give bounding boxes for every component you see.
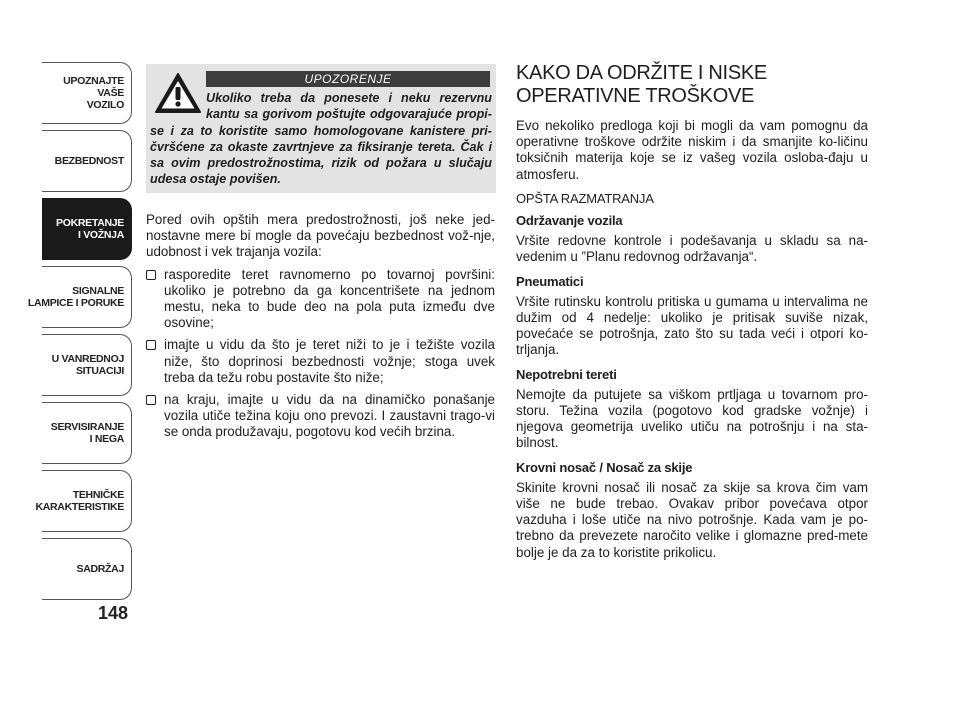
tab-label — [56, 217, 124, 241]
warning-text-content: Ukoliko treba da ponesete i neku rezervnu kantu sa gorivom poštujte odgovarajuće propi-se i za to koristite samo homologovane kanistere pri-čvršćene za okaste zavrtnjeve za fiksiranje tereta. Čak i sa ovim predostrožnostima, rizik od požara u slučaju udesa ostaje povišen. — [150, 91, 492, 187]
left-column — [146, 212, 495, 447]
subheading-pneumatici: Pneumatici — [516, 273, 584, 289]
tab-u-vanrednoj-situaciji[interactable] — [42, 334, 132, 396]
list-item-text: na kraju, imajte u vidu da na dinamičko ponašanje vozila utiče težina koju ono prevozi. I zaustavni trago-vi se onda produžavaju, pogotovu kod većih brzina. — [164, 392, 495, 440]
tab-servisiranje-i-nega[interactable] — [42, 402, 132, 464]
tab-label — [63, 75, 124, 111]
tab-label — [28, 285, 124, 309]
checkbox-bullet-icon — [146, 395, 156, 405]
list-item — [146, 267, 495, 332]
tab-label — [35, 489, 124, 513]
paragraph-nepotrebni-tereti: Nemojte da putujete sa viškom prtljaga u tovarnom pro-storu. Težina vozila (pogotovo kod gradske vožnje) i njegova geometrija uveliko utiču na potrošnju i na sta-bilnost. — [516, 386, 868, 451]
tab-label-line: VOZILO — [86, 99, 124, 111]
tab-label-line: POKRETANJE — [56, 217, 124, 229]
tab-sadrzaj[interactable] — [42, 538, 132, 600]
paragraph-krovni-nosac: Skinite krovni nosač ili nosač za skije sa krova čim vam više ne bude trebao. Ovakav pribor povećava otpor vazduha i loše utiče na nivo potrošnje. Kada vam je po-trebno da prevezete naročito velike i glomazne pred-mete bolje je da za to koristite prikolicu. — [516, 479, 868, 560]
page-title — [516, 62, 868, 108]
warning-text — [150, 90, 492, 188]
tab-signalne-lampice[interactable] — [27, 266, 132, 328]
tab-label-line: SIGNALNE — [72, 285, 124, 297]
tab-label — [55, 155, 124, 167]
warning-header — [206, 71, 490, 87]
section-heading: OPŠTA RAZMATRANJA — [516, 190, 654, 206]
tab-pokretanje-i-voznja[interactable] — [42, 198, 132, 260]
tab-label — [51, 421, 124, 445]
subheading-nepotrebni-tereti: Nepotrebni tereti — [516, 366, 617, 382]
checkbox-bullet-icon — [146, 340, 156, 350]
tab-upoznajte-vase-vozilo[interactable] — [42, 62, 132, 124]
tab-label-line: SERVISIRANJE — [50, 421, 124, 433]
list-item-text: rasporedite teret ravnomerno po tovarnoj površini: ukoliko je potrebno da ga koncentrišete na jednom mestu, neka to bude deo na pola puta između dve osovine; — [164, 266, 495, 331]
tab-tehnicke-karakteristike[interactable] — [35, 470, 132, 532]
tab-label — [77, 563, 125, 575]
page-title-line: OPERATIVNE TROŠKOVE — [516, 85, 755, 107]
tab-label-line: I NEGA — [89, 433, 124, 445]
list-item — [146, 337, 495, 386]
tab-label — [52, 353, 124, 377]
list-item-text: imajte u vidu da što je teret niži to je i težište vozila niže, što doprinosi bezbednosti vožnje; stoga uvek treba da težu robu postavite što niže; — [164, 337, 495, 385]
tab-label-line: UPOZNAJTE — [63, 75, 124, 87]
tab-label-line: KARAKTERISTIKE — [35, 501, 124, 513]
subheading-odrzavanje: Održavanje vozila — [516, 213, 623, 229]
list-item — [146, 392, 495, 441]
warning-header-text: UPOZORENJE — [304, 72, 392, 86]
tab-label-line: SADRŽAJ — [76, 563, 124, 575]
paragraph-odrzavanje: Vršite redovne kontrole i podešavanja u skladu sa na-vedenim u ”Planu redovnog održavanja“. — [516, 233, 868, 265]
paragraph-pneumatici: Vršite rutinsku kontrolu pritiska u gumama u intervalima ne dužim od 4 nedelje: ukoliko je pritisak suviše nizak, povećaće se potrošnja, zato što su tada veći i otpori ko-trljanja. — [516, 293, 868, 358]
tab-label-line: SITUACIJI — [75, 365, 124, 377]
bullet-list — [146, 267, 495, 441]
page-number: 148 — [98, 603, 129, 623]
checkbox-bullet-icon — [146, 270, 156, 280]
subheading-krovni-nosac: Krovni nosač / Nosač za skije — [516, 459, 693, 475]
tab-label-line: TEHNIČKE — [72, 489, 124, 501]
tab-label-line: BEZBEDNOST — [54, 155, 124, 167]
page-title-line: KAKO DA ODRŽITE I NISKE — [516, 62, 767, 84]
warning-box — [146, 64, 496, 193]
left-intro: Pored ovih opštih mera predostrožnosti, još neke jed-nostavne mere bi mogle da povećaju bezbednost vož-nje, udobnost i vek trajanja vozila: — [146, 212, 495, 260]
tab-bezbednost[interactable] — [42, 130, 132, 192]
tab-label-line: LAMPICE I PORUKE — [27, 297, 124, 309]
tab-label-line: VAŠE — [97, 87, 124, 99]
tab-label-line: I VOŽNJA — [77, 229, 124, 241]
tab-label-line: U VANREDNOJ — [51, 353, 124, 365]
right-intro: Evo nekoliko predloga koji bi mogli da vam pomognu da operativne troškove održite niskim i da smanjite ko-ličinu toksičnih materija koje se iz vašeg vozila osloba-đaju u atmosferu. — [516, 118, 868, 182]
right-column — [516, 62, 868, 569]
